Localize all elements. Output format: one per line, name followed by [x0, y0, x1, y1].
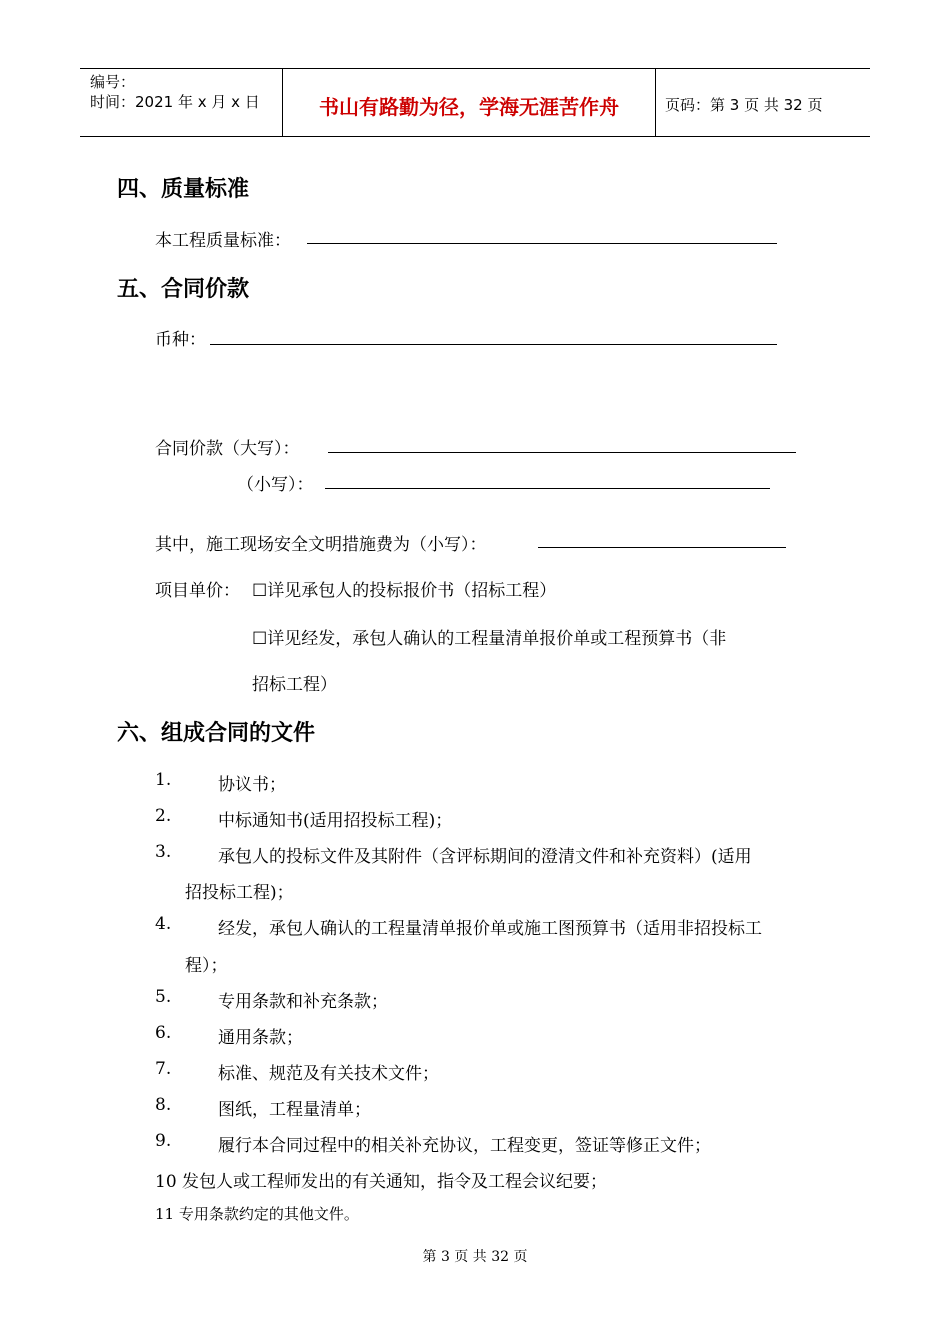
- safety-fee-label: 其中，施工现场安全文明措施费为（小写）：: [155, 535, 487, 555]
- quality-standard-label: 本工程质量标准：: [155, 231, 291, 251]
- list-item-number: 8.: [155, 1095, 172, 1115]
- list-item: 通用条款；: [218, 1028, 303, 1048]
- section-4-heading: 四、质量标准: [117, 177, 250, 202]
- price-lower-label: （小写）：: [237, 475, 314, 495]
- quality-standard-blank[interactable]: [307, 243, 777, 244]
- list-item-continuation: 程）；: [185, 956, 228, 976]
- unit-price-option-2-cont: 招标工程）: [252, 675, 337, 695]
- list-item-10: 10 发包人或工程师发出的有关通知，指令及工程会议纪要；: [155, 1172, 608, 1192]
- list-item-number: 2.: [155, 806, 172, 826]
- list-item-number: 7.: [155, 1059, 172, 1079]
- section-6-heading: 六、组成合同的文件: [117, 721, 316, 746]
- list-item: 履行本合同过程中的相关补充协议，工程变更，签证等修正文件；: [218, 1136, 711, 1156]
- price-lower-blank[interactable]: [325, 488, 770, 489]
- list-item-number: 4.: [155, 914, 172, 934]
- list-item: 协议书；: [218, 775, 286, 795]
- list-item-number: 9.: [155, 1131, 172, 1151]
- list-item: 图纸，工程量清单；: [218, 1100, 371, 1120]
- list-item-number: 1.: [155, 770, 172, 790]
- page-footer: 第 3 页 共 32 页: [422, 1249, 528, 1265]
- list-item: 专用条款和补充条款；: [218, 992, 388, 1012]
- list-item: 中标通知书(适用招投标工程)；: [218, 811, 453, 831]
- list-item: 经发，承包人确认的工程量清单报价单或施工图预算书（适用非招投标工: [218, 919, 762, 939]
- page-number-label: 页码：第 3 页 共 32 页: [665, 96, 823, 114]
- price-upper-blank[interactable]: [328, 452, 796, 453]
- section-5-heading: 五、合同价款: [117, 277, 250, 302]
- list-item-number: 5.: [155, 987, 172, 1007]
- safety-fee-blank[interactable]: [538, 547, 786, 548]
- list-item-continuation: 招投标工程)；: [185, 883, 294, 903]
- date-label: 时间：2021 年 x 月 x 日: [90, 93, 260, 111]
- header-right-cell: [655, 69, 870, 136]
- unit-price-option-2[interactable]: ☐详见经发，承包人确认的工程量清单报价单或工程预算书（非: [252, 629, 727, 649]
- list-item-number: 3.: [155, 842, 172, 862]
- currency-blank[interactable]: [210, 344, 777, 345]
- unit-price-label: 项目单价：: [155, 581, 240, 601]
- list-item: 标准、规范及有关技术文件；: [218, 1064, 439, 1084]
- document-number-label: 编号：: [90, 73, 136, 91]
- unit-price-option-1[interactable]: ☐详见承包人的投标报价书（招标工程）: [252, 581, 557, 601]
- list-item-11: 11 专用条款约定的其他文件。: [155, 1205, 359, 1223]
- header-left-cell: [80, 69, 282, 136]
- motto-text: 书山有路勤为径，学海无涯苦作舟: [319, 95, 619, 119]
- list-item: 承包人的投标文件及其附件（含评标期间的澄清文件和补充资料）(适用: [218, 847, 752, 867]
- currency-label: 币种：: [155, 330, 206, 350]
- price-upper-label: 合同价款（大写）：: [155, 439, 300, 459]
- header-motto-cell: [282, 69, 656, 136]
- list-item-number: 6.: [155, 1023, 172, 1043]
- page-header: [80, 68, 870, 137]
